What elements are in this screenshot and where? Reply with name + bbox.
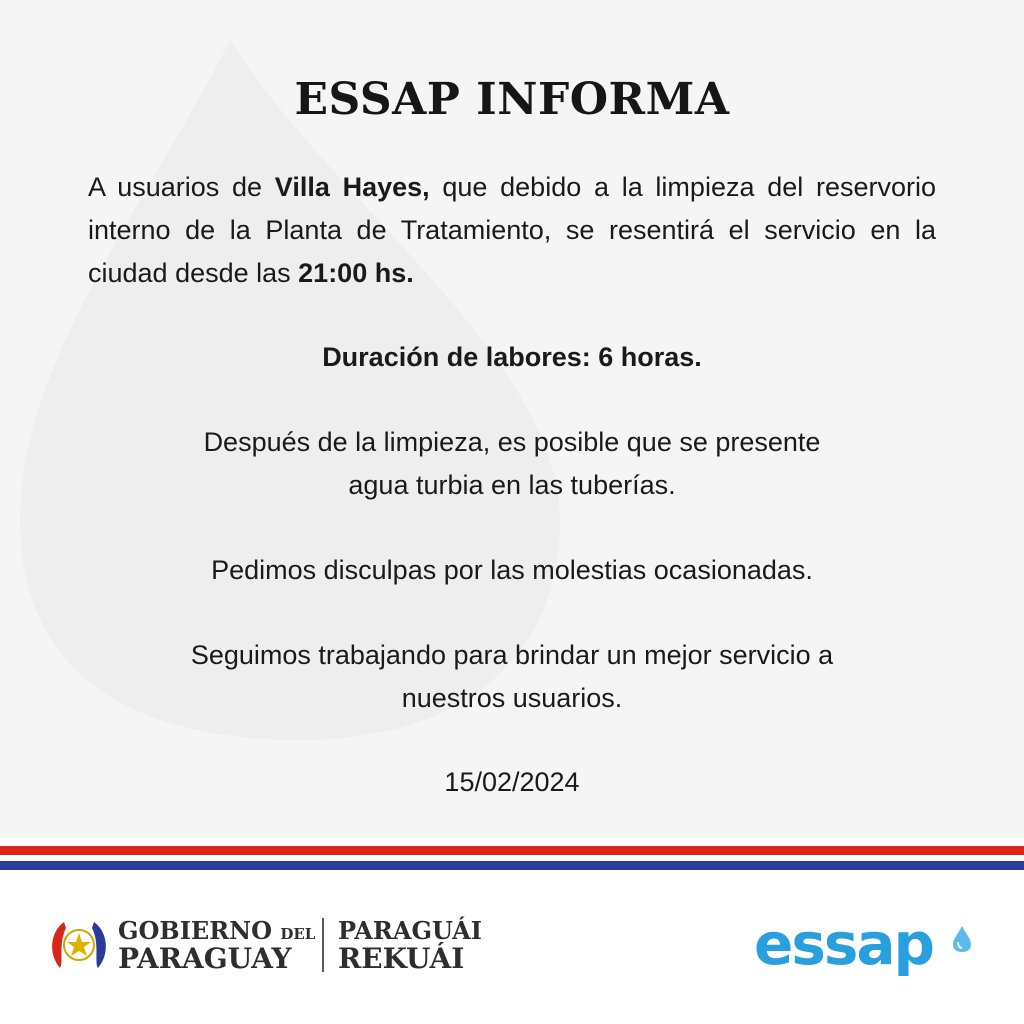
warning-line-2: agua turbia en las tuberías.	[348, 470, 676, 500]
notice-paragraph	[88, 166, 936, 295]
slogan-line-1: PARAGUÁI	[338, 916, 483, 945]
gov-word-del: DEL	[280, 925, 316, 943]
flag-stripe-blue	[0, 861, 1024, 870]
gov-word-gobierno: GOBIERNO	[118, 916, 272, 945]
paraguay-seal-icon	[46, 914, 112, 976]
water-drop-icon	[950, 924, 974, 954]
gov-line-2: PARAGUAY	[118, 942, 292, 975]
duration-line	[60, 336, 964, 379]
essap-wordmark: essap	[754, 910, 934, 978]
city-name: Villa Hayes,	[274, 172, 430, 202]
notice-body: que debido a la limpieza del reservorio interno de la Planta de Tratamiento, se resentirá el servicio en la ciudad desde las	[88, 172, 936, 288]
closing-paragraph	[60, 634, 964, 720]
warning-line-1: Después de la limpieza, es posible que se presente	[203, 427, 821, 457]
start-time: 21:00 hs.	[298, 258, 414, 288]
date: 15/02/2024	[444, 767, 580, 797]
flag-stripe-red	[0, 846, 1024, 855]
essap-logo	[754, 910, 933, 978]
closing-line-1: Seguimos trabajando para brindar un mejor servicio a	[190, 640, 834, 670]
duration-text: Duración de labores: 6 horas.	[322, 342, 702, 372]
logo-separator	[322, 918, 324, 972]
closing-line-2: nuestros usuarios.	[401, 683, 623, 713]
page-title: ESSAP INFORMA	[294, 74, 730, 125]
warning-paragraph	[60, 421, 964, 507]
apology-line: Pedimos disculpas por las molestias ocasionadas.	[211, 555, 813, 585]
slogan-line-2: REKUÁI	[338, 942, 465, 975]
notice-intro: A usuarios de	[88, 172, 275, 202]
